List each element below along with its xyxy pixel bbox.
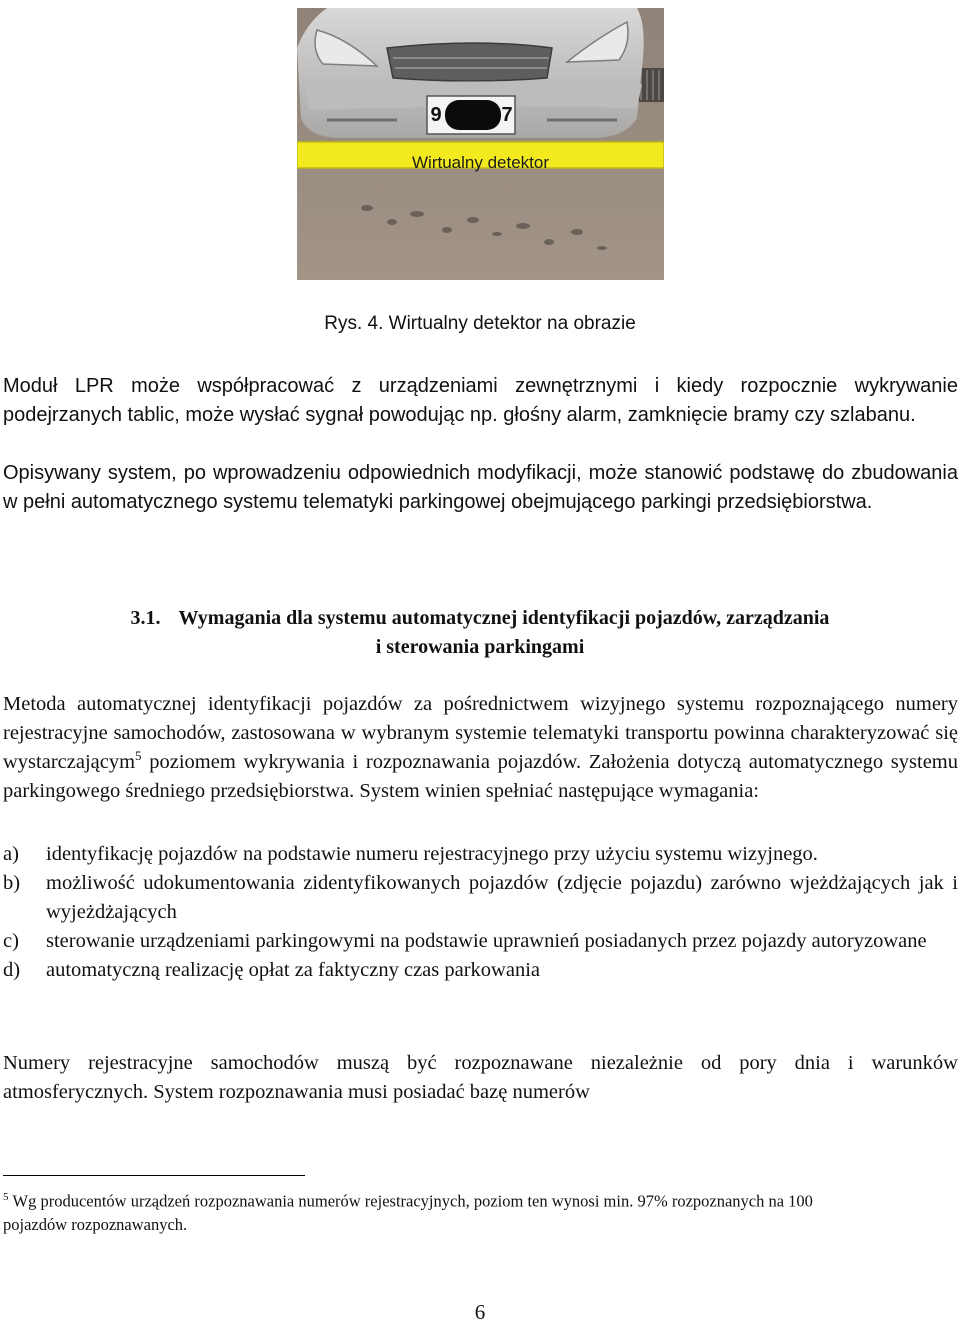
list-item-text: sterowanie urządzeniami parkingowymi na podstawie uprawnień posiadanych przez pojazdy autoryzowane: [46, 930, 927, 952]
section-title-line2: i sterowania parkingami: [375, 636, 585, 658]
list-marker: b): [3, 872, 21, 894]
paragraph-system-description: Opisywany system, po wprowadzeniu odpowiednich modyfikacji, może stanowić podstawę do zbudowania w pełni automatycznego systemu telematyki parkingowej obejmującego parkingi przedsiębiorstwa.: [3, 462, 958, 513]
list-marker: c): [3, 930, 19, 952]
figure-caption: Rys. 4. Wirtualny detektor na obrazie: [324, 313, 636, 334]
list-marker: d): [3, 959, 21, 981]
list-item: [3, 840, 958, 869]
paragraph-method: [3, 690, 958, 806]
plate-char-start: 9: [430, 104, 442, 126]
requirements-list: [3, 840, 958, 985]
car-photo: [297, 8, 664, 280]
list-item: [3, 927, 958, 956]
plate-char-end: 7: [501, 104, 513, 126]
list-item: [3, 869, 958, 927]
list-item-text: identyfikację pojazdów na podstawie numeru rejestracyjnego przy użyciu systemu wizyjnego.: [46, 843, 818, 865]
section-number: 3.1.: [130, 607, 161, 629]
section-title-line1: Wymagania dla systemu automatycznej identyfikacji pojazdów, zarządzania: [178, 607, 830, 629]
list-item-text: automatyczną realizację opłat za faktyczny czas parkowania: [46, 959, 540, 981]
section-heading: [0, 604, 960, 662]
list-item: [3, 956, 958, 985]
car-illustration: [297, 8, 664, 280]
footnote: [3, 1186, 863, 1236]
car-front: [297, 8, 644, 138]
paragraph-plate-recognition: Numery rejestracyjne samochodów muszą być rozpoznawane niezależnie od pory dnia i warunków atmosferycznych. System rozpoznawania musi posiadać bazę numerów: [3, 1052, 958, 1103]
page-number: 6: [474, 1300, 486, 1324]
footnote-divider: [3, 1175, 305, 1176]
list-item-text: możliwość udokumentowania zidentyfikowanych pojazdów (zdjęcie pojazdu) zarówno wjeżdżających jak i wyjeżdżających: [46, 872, 958, 923]
detector-label: Wirtualny detektor: [412, 153, 549, 172]
method-text-part1: Metoda automatycznej identyfikacji pojazdów za pośrednictwem wizyjnego systemu rozpoznającego numery rejestracyjne samochodów, zastosowana w wybranym systemie telematyki transportu powinna charakteryzować się wystarczającym: [3, 693, 958, 773]
paragraph-lpr-module: Moduł LPR może współpracować z urządzeniami zewnętrznymi i kiedy rozpocznie wykrywanie podejrzanych tablic, może wysłać sygnał powodując np. głośny alarm, zamknięcie bramy czy szlabanu.: [3, 375, 958, 426]
footnote-text: Wg producentów urządzeń rozpoznawania numerów rejestracyjnych, poziom ten wynosi min. 97% rozpoznanych na 100 pojazdów rozpoznawanych.: [3, 1191, 813, 1234]
footnote-number: 5: [3, 1191, 9, 1203]
method-text-part2: poziomem wykrywania i rozpoznawania pojazdów. Założenia dotyczą automatycznego systemu parkingowego średniego przedsiębiorstwa. System winien spełniać następujące wymagania:: [3, 751, 958, 802]
virtual-detector-band: [297, 142, 664, 168]
list-marker: a): [3, 843, 19, 865]
footnote-reference[interactable]: 5: [135, 748, 142, 764]
